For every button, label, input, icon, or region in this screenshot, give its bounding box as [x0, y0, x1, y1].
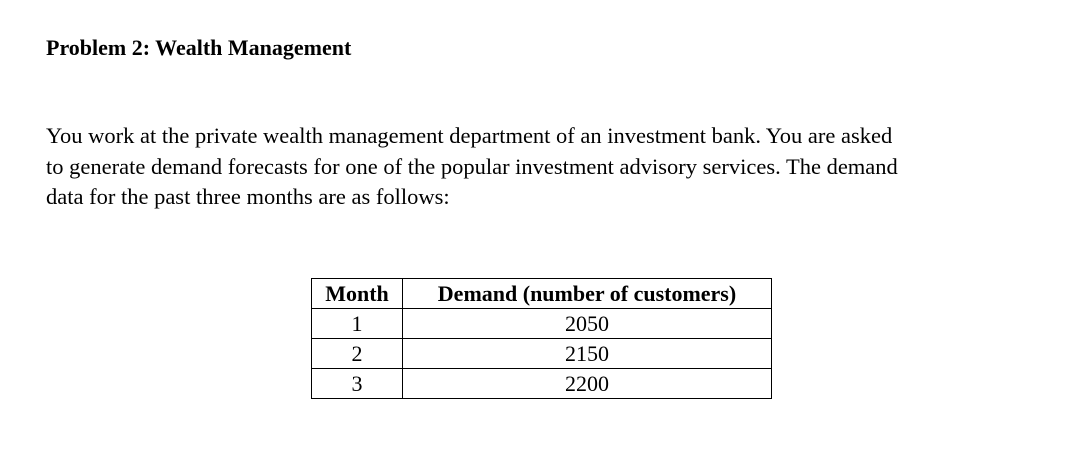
- month-cell: 2: [312, 339, 403, 369]
- table-row: [312, 339, 772, 369]
- description-line: data for the past three months are as follows:: [46, 184, 450, 209]
- description-line: to generate demand forecasts for one of the popular investment advisory services. The demand: [46, 153, 898, 179]
- problem-description: [46, 121, 1036, 213]
- table-row: [312, 309, 772, 339]
- table-header-row: [312, 279, 772, 309]
- demand-cell: 2200: [403, 369, 772, 399]
- demand-column-header: Demand (number of customers): [403, 279, 772, 309]
- demand-cell: 2150: [403, 339, 772, 369]
- month-column-header: Month: [312, 279, 403, 309]
- demand-table: [311, 278, 772, 399]
- month-cell: 1: [312, 309, 403, 339]
- month-cell: 3: [312, 369, 403, 399]
- problem-title: Problem 2: Wealth Management: [46, 35, 352, 60]
- description-line: You work at the private wealth management department of an investment bank. You are asked: [46, 123, 893, 148]
- demand-cell: 2050: [403, 309, 772, 339]
- table-row: [312, 369, 772, 399]
